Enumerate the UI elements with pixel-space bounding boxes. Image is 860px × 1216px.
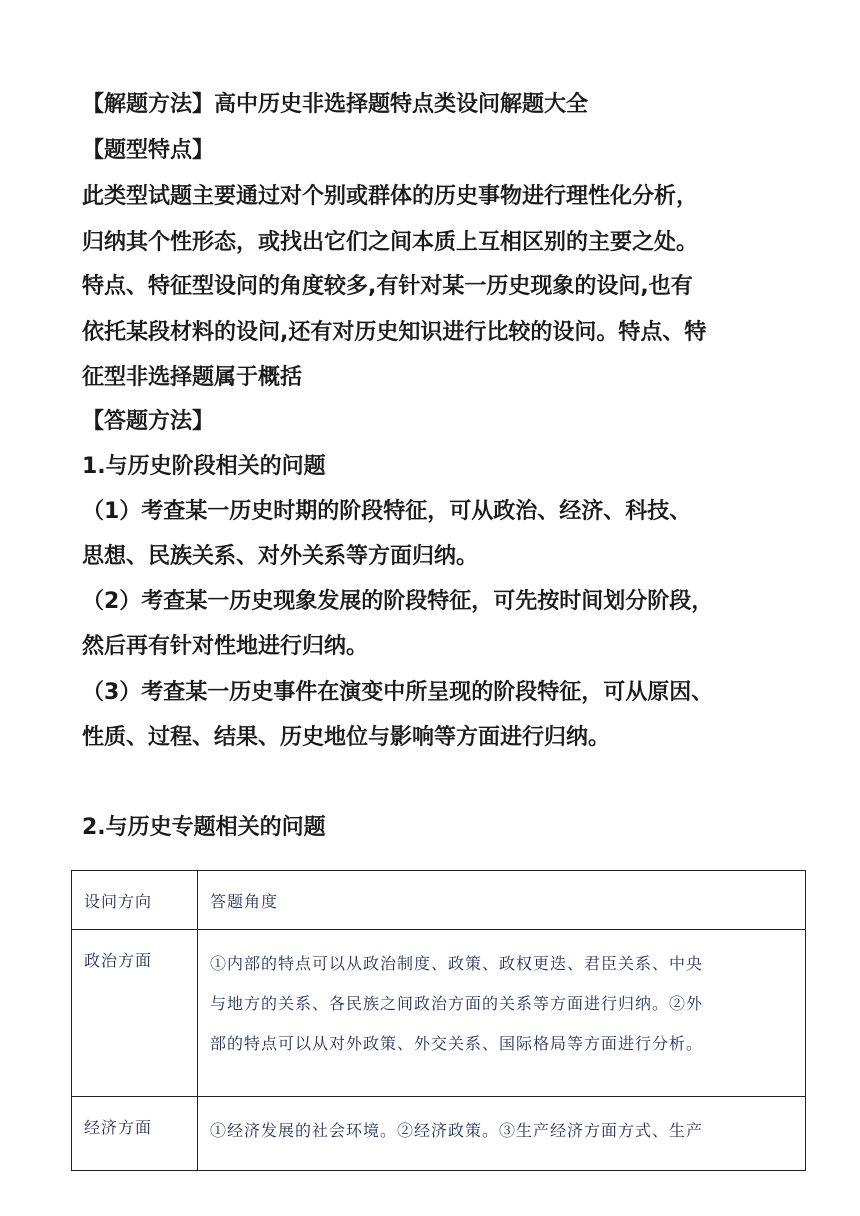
table-cell-answer <box>198 1097 806 1171</box>
document-title: 【解题方法】高中历史非选择题特点类设问解题大全 <box>82 92 589 117</box>
method-paragraph-line: 性质、过程、结果、历史地位与影响等方面进行归纳。 <box>82 725 611 750</box>
features-paragraph-line: 此类型试题主要通过对个别或群体的历史事物进行理性化分析， <box>82 184 699 209</box>
answer-line: 部的特点可以从对外政策、外交关系、国际格局等方面进行分析。 <box>210 1034 704 1053</box>
answer-line: 与地方的关系、各民族之间政治方面的关系等方面进行归纳。②外 <box>210 994 704 1013</box>
subheading-stage-questions: 1.与历史阶段相关的问题 <box>82 454 326 479</box>
table-cell-answer <box>198 930 806 1097</box>
section-heading-features: 【题型特点】 <box>82 138 215 163</box>
method-paragraph-line: 思想、民族关系、对外关系等方面归纳。 <box>82 544 479 569</box>
method-paragraph-line: （3）考查某一历史事件在演变中所呈现的阶段特征，可从原因、 <box>82 680 714 705</box>
table-cell-direction: 政治方面 <box>72 930 198 1097</box>
features-paragraph-line: 归纳其个性形态，或找出它们之间本质上互相区别的主要之处。 <box>82 230 699 255</box>
table-row <box>72 930 806 1097</box>
section-heading-methods: 【答题方法】 <box>82 409 215 434</box>
table-row <box>72 1097 806 1171</box>
table-header-answer: 答题角度 <box>198 871 806 930</box>
table-cell-direction: 经济方面 <box>72 1097 198 1171</box>
table-header-row <box>72 871 806 930</box>
answer-line: ①经济发展的社会环境。②经济政策。③生产经济方面方式、生产 <box>210 1121 704 1140</box>
table-header-direction: 设问方向 <box>72 871 198 930</box>
method-paragraph-line: （1）考查某一历史时期的阶段特征，可从政治、经济、科技、 <box>82 499 692 524</box>
features-paragraph-line: 特点、特征型设问的角度较多,有针对某一历史现象的设问,也有 <box>82 274 693 299</box>
features-paragraph-line: 征型非选择题属于概括 <box>82 365 303 390</box>
features-paragraph-line: 依托某段材料的设问,还有对历史知识进行比较的设问。特点、特 <box>82 320 707 345</box>
method-paragraph-line: 然后再有针对性地进行归纳。 <box>82 634 369 659</box>
method-paragraph-line: （2）考查某一历史现象发展的阶段特征，可先按时间划分阶段， <box>82 589 714 614</box>
answer-line: ①内部的特点可以从政治制度、政策、政权更迭、君臣关系、中央 <box>210 954 704 973</box>
subheading-topic-questions: 2.与历史专题相关的问题 <box>82 815 326 840</box>
answer-angle-table <box>71 870 806 1171</box>
